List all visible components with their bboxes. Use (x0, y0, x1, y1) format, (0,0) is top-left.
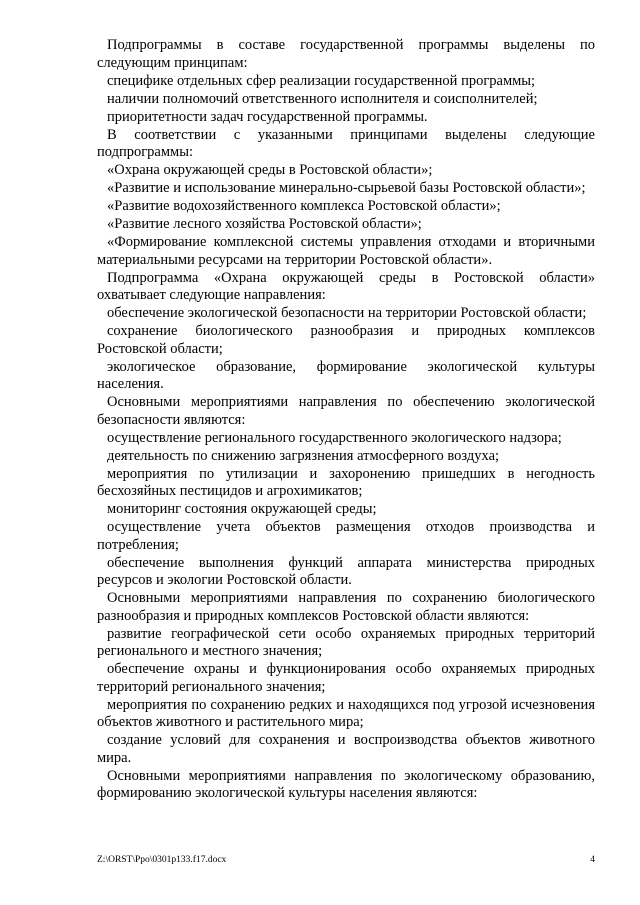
paragraph: экологическое образование, формирование экологической культуры населения. (97, 358, 595, 392)
paragraph: «Развитие лесного хозяйства Ростовской области»; (107, 216, 422, 232)
document-page (97, 37, 595, 803)
paragraph: осуществление регионального государственного экологического надзора; (107, 429, 562, 446)
paragraph: «Охрана окружающей среды в Ростовской области»; (107, 162, 433, 178)
paragraph: обеспечение охраны и функционирования особо охраняемых природных территорий регионального значения; (97, 661, 595, 695)
paragraph: «Развитие водохозяйственного комплекса Ростовской области»; (107, 198, 501, 214)
paragraph: Подпрограмма «Охрана окружающей среды в Ростовской области» охватывает следующие направления: (97, 269, 595, 303)
paragraph: создание условий для сохранения и воспроизводства объектов животного мира. (97, 732, 595, 766)
paragraph: обеспечение экологической безопасности на территории Ростовской области; (107, 305, 587, 321)
footer-file-path: Z:\ORST\Ppo\0301p133.f17.docx (97, 855, 227, 865)
paragraph: Основными мероприятиями направления по обеспечению экологической безопасности являются: (97, 394, 595, 428)
paragraph: сохранение биологического разнообразия и природных комплексов Ростовской области; (97, 323, 595, 357)
paragraph: деятельность по снижению загрязнения атмосферного воздуха; (107, 447, 500, 464)
paragraph: осуществление учета объектов размещения отходов производства и потребления; (97, 519, 595, 553)
paragraph: мероприятия по сохранению редких и находящихся под угрозой исчезновения объектов животного и растительного мира; (97, 696, 595, 730)
paragraph: развитие географической сети особо охраняемых природных территорий регионального и местного значения; (97, 625, 595, 659)
paragraph: Основными мероприятиями направления по экологическому образованию, формированию экологической культуры населения являются: (97, 767, 595, 801)
paragraph: В соответствии с указанными принципами выделены следующие подпрограммы: (97, 126, 595, 160)
page-number: 4 (590, 855, 595, 865)
paragraph: мероприятия по утилизации и захоронению пришедших в негодность бесхозяйных пестицидов и агрохимикатов; (97, 465, 595, 499)
paragraph: мониторинг состояния окружающей среды; (107, 501, 377, 517)
paragraph: приоритетности задач государственной программы. (107, 108, 428, 125)
paragraph: обеспечение выполнения функций аппарата министерства природных ресурсов и экологии Ростовской области. (97, 554, 595, 588)
paragraph: наличии полномочий ответственного исполнителя и соисполнителей; (107, 90, 538, 107)
paragraph: «Развитие и использование минерально-сырьевой базы Ростовской области»; (107, 180, 586, 196)
paragraph: «Формирование комплексной системы управления отходами и вторичными материальными ресурсами на территории Ростовской области». (97, 234, 595, 268)
paragraph: Основными мероприятиями направления по сохранению биологического разнообразия и природных комплексов Ростовской области являются: (97, 590, 595, 624)
paragraph: специфике отдельных сфер реализации государственной программы; (107, 72, 536, 89)
paragraph: Подпрограммы в составе государственной программы выделены по следующим принципам: (97, 37, 595, 71)
